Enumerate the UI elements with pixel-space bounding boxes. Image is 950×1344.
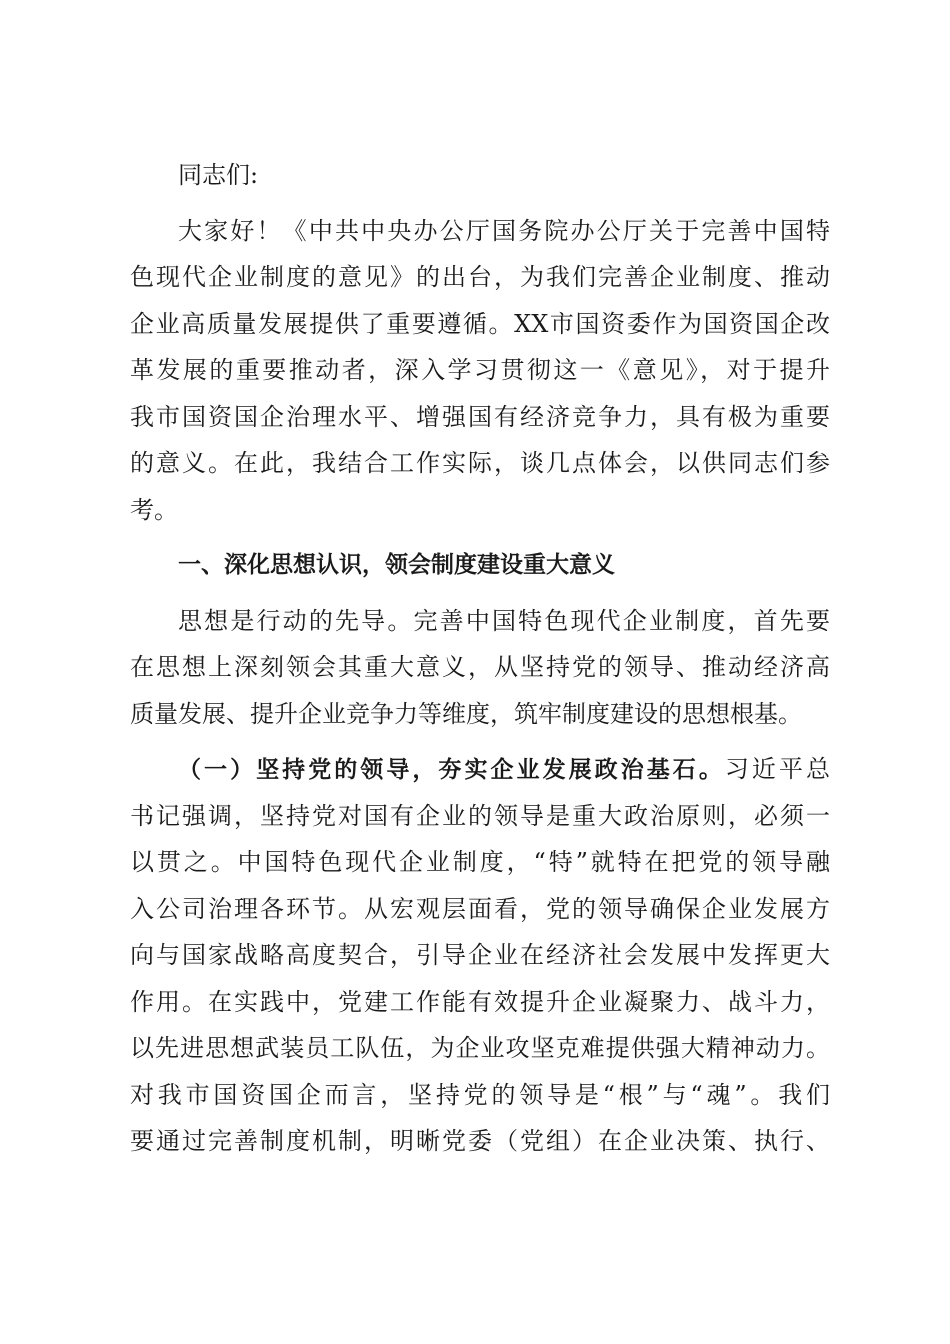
section-paragraph <box>130 598 830 738</box>
document-page <box>130 152 830 1165</box>
subsection-first-line-rest: 习近平总 <box>724 755 830 783</box>
paragraph-line: 我市国资国企治理水平、增强国有经济竞争力，具有极为重要 <box>130 402 830 431</box>
intro-paragraph <box>130 208 830 534</box>
section-heading: 一、深化思想认识，领会制度建设重大意义 <box>178 552 615 578</box>
paragraph-line: 作用。在实践中，党建工作能有效提升企业凝聚力、战斗力， <box>130 987 830 1016</box>
paragraph-line: 以先进思想武装员工队伍，为企业攻坚克难提供强大精神动力。 <box>130 1034 830 1062</box>
paragraph-line: 质量发展、提升企业竞争力等维度，筑牢制度建设的思想根基。 <box>130 699 802 728</box>
paragraph-line: 革发展的重要推动者，深入学习贯彻这一《意见》，对于提升 <box>130 356 830 384</box>
paragraph-line: 以贯之。中国特色现代企业制度，“特”就特在把党的领导融 <box>130 848 830 876</box>
paragraph-line: 在思想上深刻领会其重大意义，从坚持党的领导、推动经济高 <box>130 653 830 681</box>
paragraph-line: 色现代企业制度的意见》的出台，为我们完善企业制度、推动 <box>130 263 830 291</box>
paragraph-line: 大家好！《中共中央办公厅国务院办公厅关于完善中国特 <box>178 216 830 245</box>
paragraph-line: 的意义。在此，我结合工作实际，谈几点体会，以供同志们参 <box>130 449 830 477</box>
paragraph-line: 考。 <box>130 495 178 524</box>
paragraph-line <box>130 746 830 793</box>
paragraph-line: 企业高质量发展提供了重要遵循。XX市国资委作为国资国企改 <box>130 309 830 338</box>
paragraph-line: 向与国家战略高度契合，引导企业在经济社会发展中发挥更大 <box>130 941 830 969</box>
paragraph-line: 入公司治理各环节。从宏观层面看，党的领导确保企业发展方 <box>130 894 830 923</box>
paragraph-line: 书记强调，坚持党对国有企业的领导是重大政治原则，必须一 <box>130 801 830 830</box>
subsection-paragraph <box>130 746 830 1165</box>
paragraph-line: 思想是行动的先导。完善中国特色现代企业制度，首先要 <box>178 606 830 635</box>
paragraph-line: 对我市国资国企而言，坚持党的领导是“根”与“魂”。我们 <box>130 1080 830 1109</box>
salutation: 同志们: <box>178 161 259 189</box>
paragraph-line: 要通过完善制度机制，明晰党委（党组）在企业决策、执行、 <box>130 1127 830 1155</box>
subsection-lead: （一）坚持党的领导，夯实企业发展政治基石。 <box>178 757 725 783</box>
